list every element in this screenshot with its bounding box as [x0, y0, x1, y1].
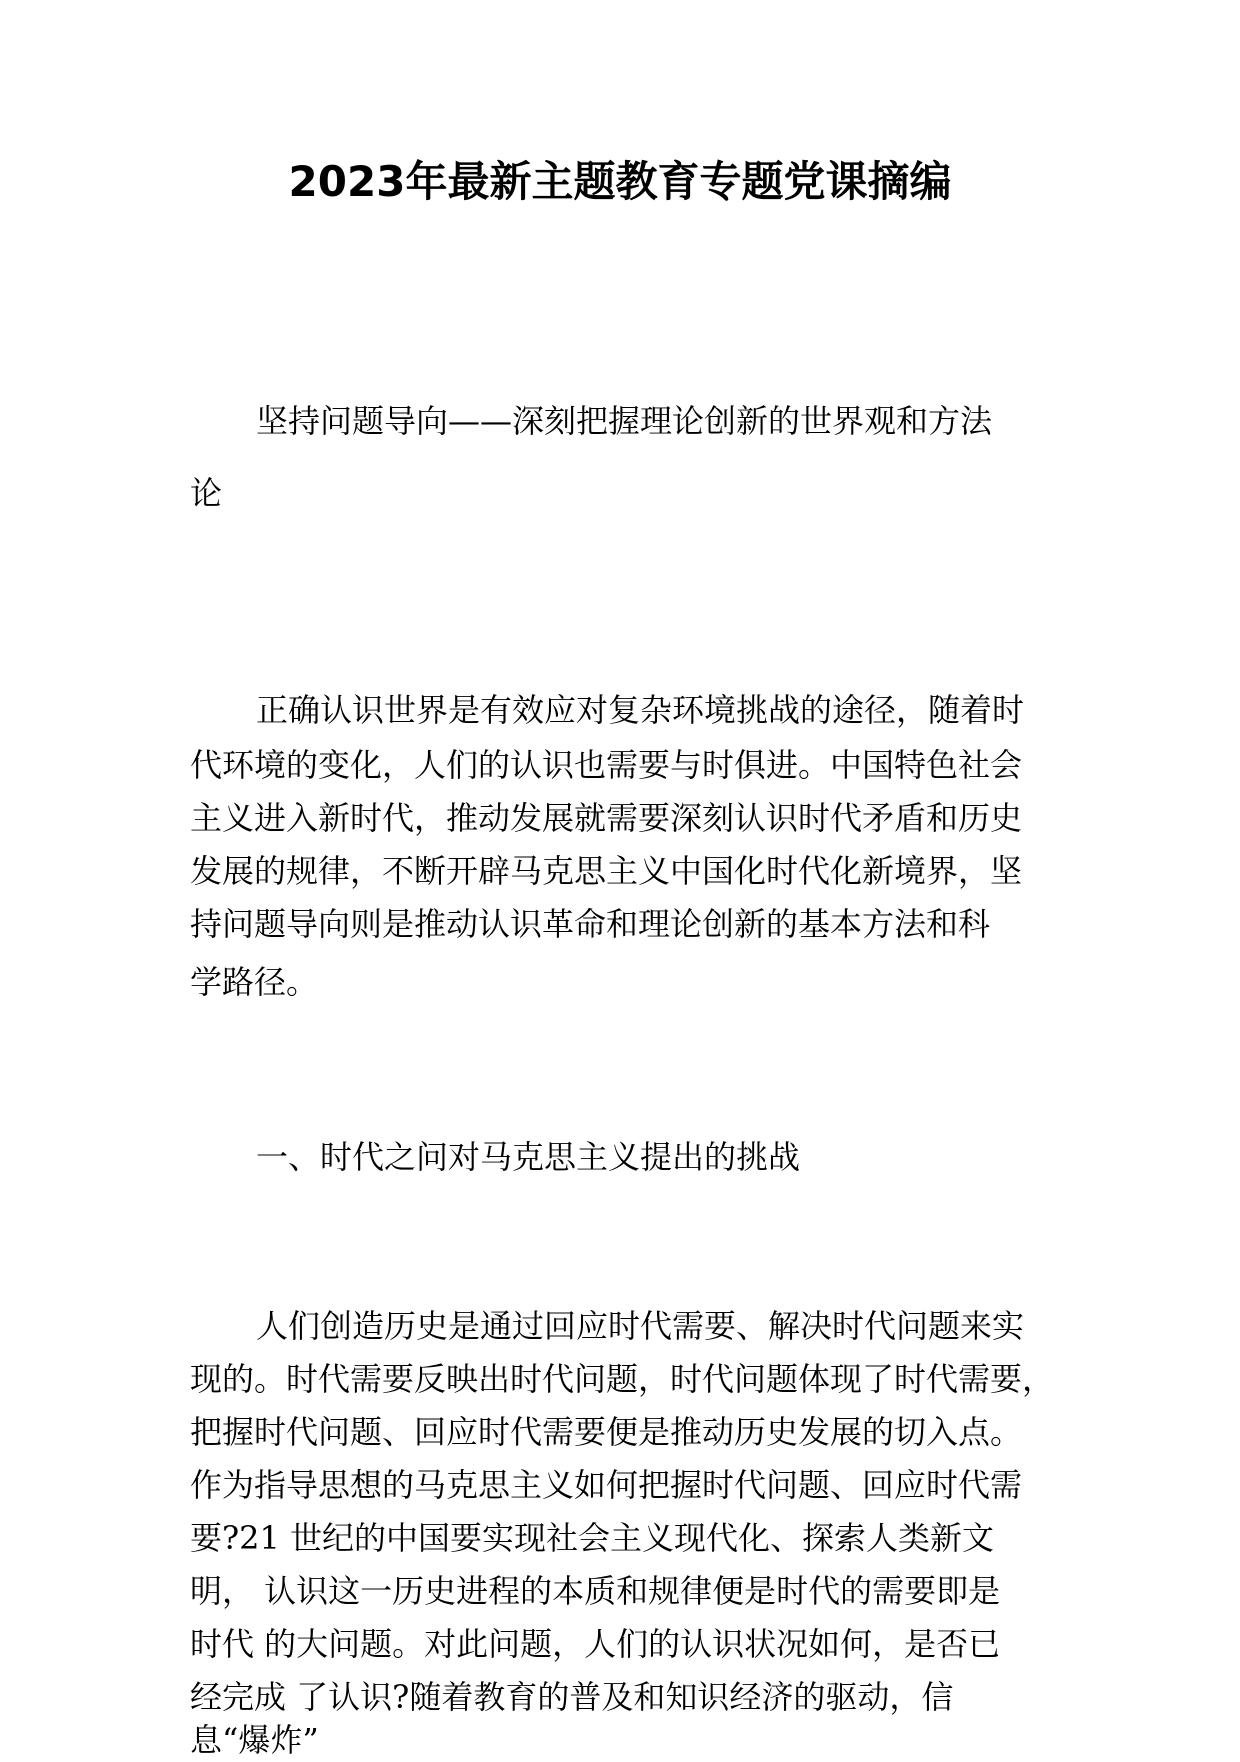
- paragraph-line: 正确认识世界是有效应对复杂环境挑战的途径，随着时: [256, 691, 1025, 729]
- paragraph-line: 人们创造历史是通过回应时代需要、解决时代问题来实: [256, 1307, 1025, 1345]
- heading-line: 论: [190, 474, 223, 512]
- section-heading: 一、时代之问对马克思主义提出的挑战: [256, 1138, 801, 1176]
- paragraph-line: 主义进入新时代，推动发展就需要深刻认识时代矛盾和历史: [190, 799, 1023, 837]
- paragraph-line: 时代 的大问题。对此问题，人们的认识状况如何，是否已: [190, 1625, 1001, 1663]
- paragraph-line: 息“爆炸”: [190, 1721, 319, 1759]
- paragraph-line: 经完成 了认识?随着教育的普及和知识经济的驱动，信: [190, 1678, 954, 1716]
- paragraph-line: 把握时代问题、回应时代需要便是推动历史发展的切入点。: [190, 1413, 1023, 1451]
- paragraph-line: 代环境的变化，人们的认识也需要与时俱进。中国特色社会: [190, 746, 1023, 784]
- paragraph-line: 现的。时代需要反映出时代问题，时代问题体现了时代需要，: [190, 1360, 1055, 1398]
- paragraph-line: 作为指导思想的马克思主义如何把握时代问题、回应时代需: [190, 1466, 1023, 1504]
- paragraph-line: 发展的规律，不断开辟马克思主义中国化时代化新境界，坚: [190, 852, 1023, 890]
- document-title: 2023年最新主题教育专题党课摘编: [288, 157, 952, 206]
- paragraph-line: 要?21 世纪的中国要实现社会主义现代化、探索人类新文: [190, 1519, 995, 1557]
- paragraph-line: 明， 认识这一历史进程的本质和规律便是时代的需要即是: [190, 1572, 1001, 1610]
- heading-line: 坚持问题导向——深刻把握理论创新的世界观和方法: [256, 402, 993, 440]
- paragraph-line: 学路径。: [190, 963, 319, 1001]
- paragraph-line: 持问题导向则是推动认识革命和理论创新的基本方法和科: [190, 905, 991, 943]
